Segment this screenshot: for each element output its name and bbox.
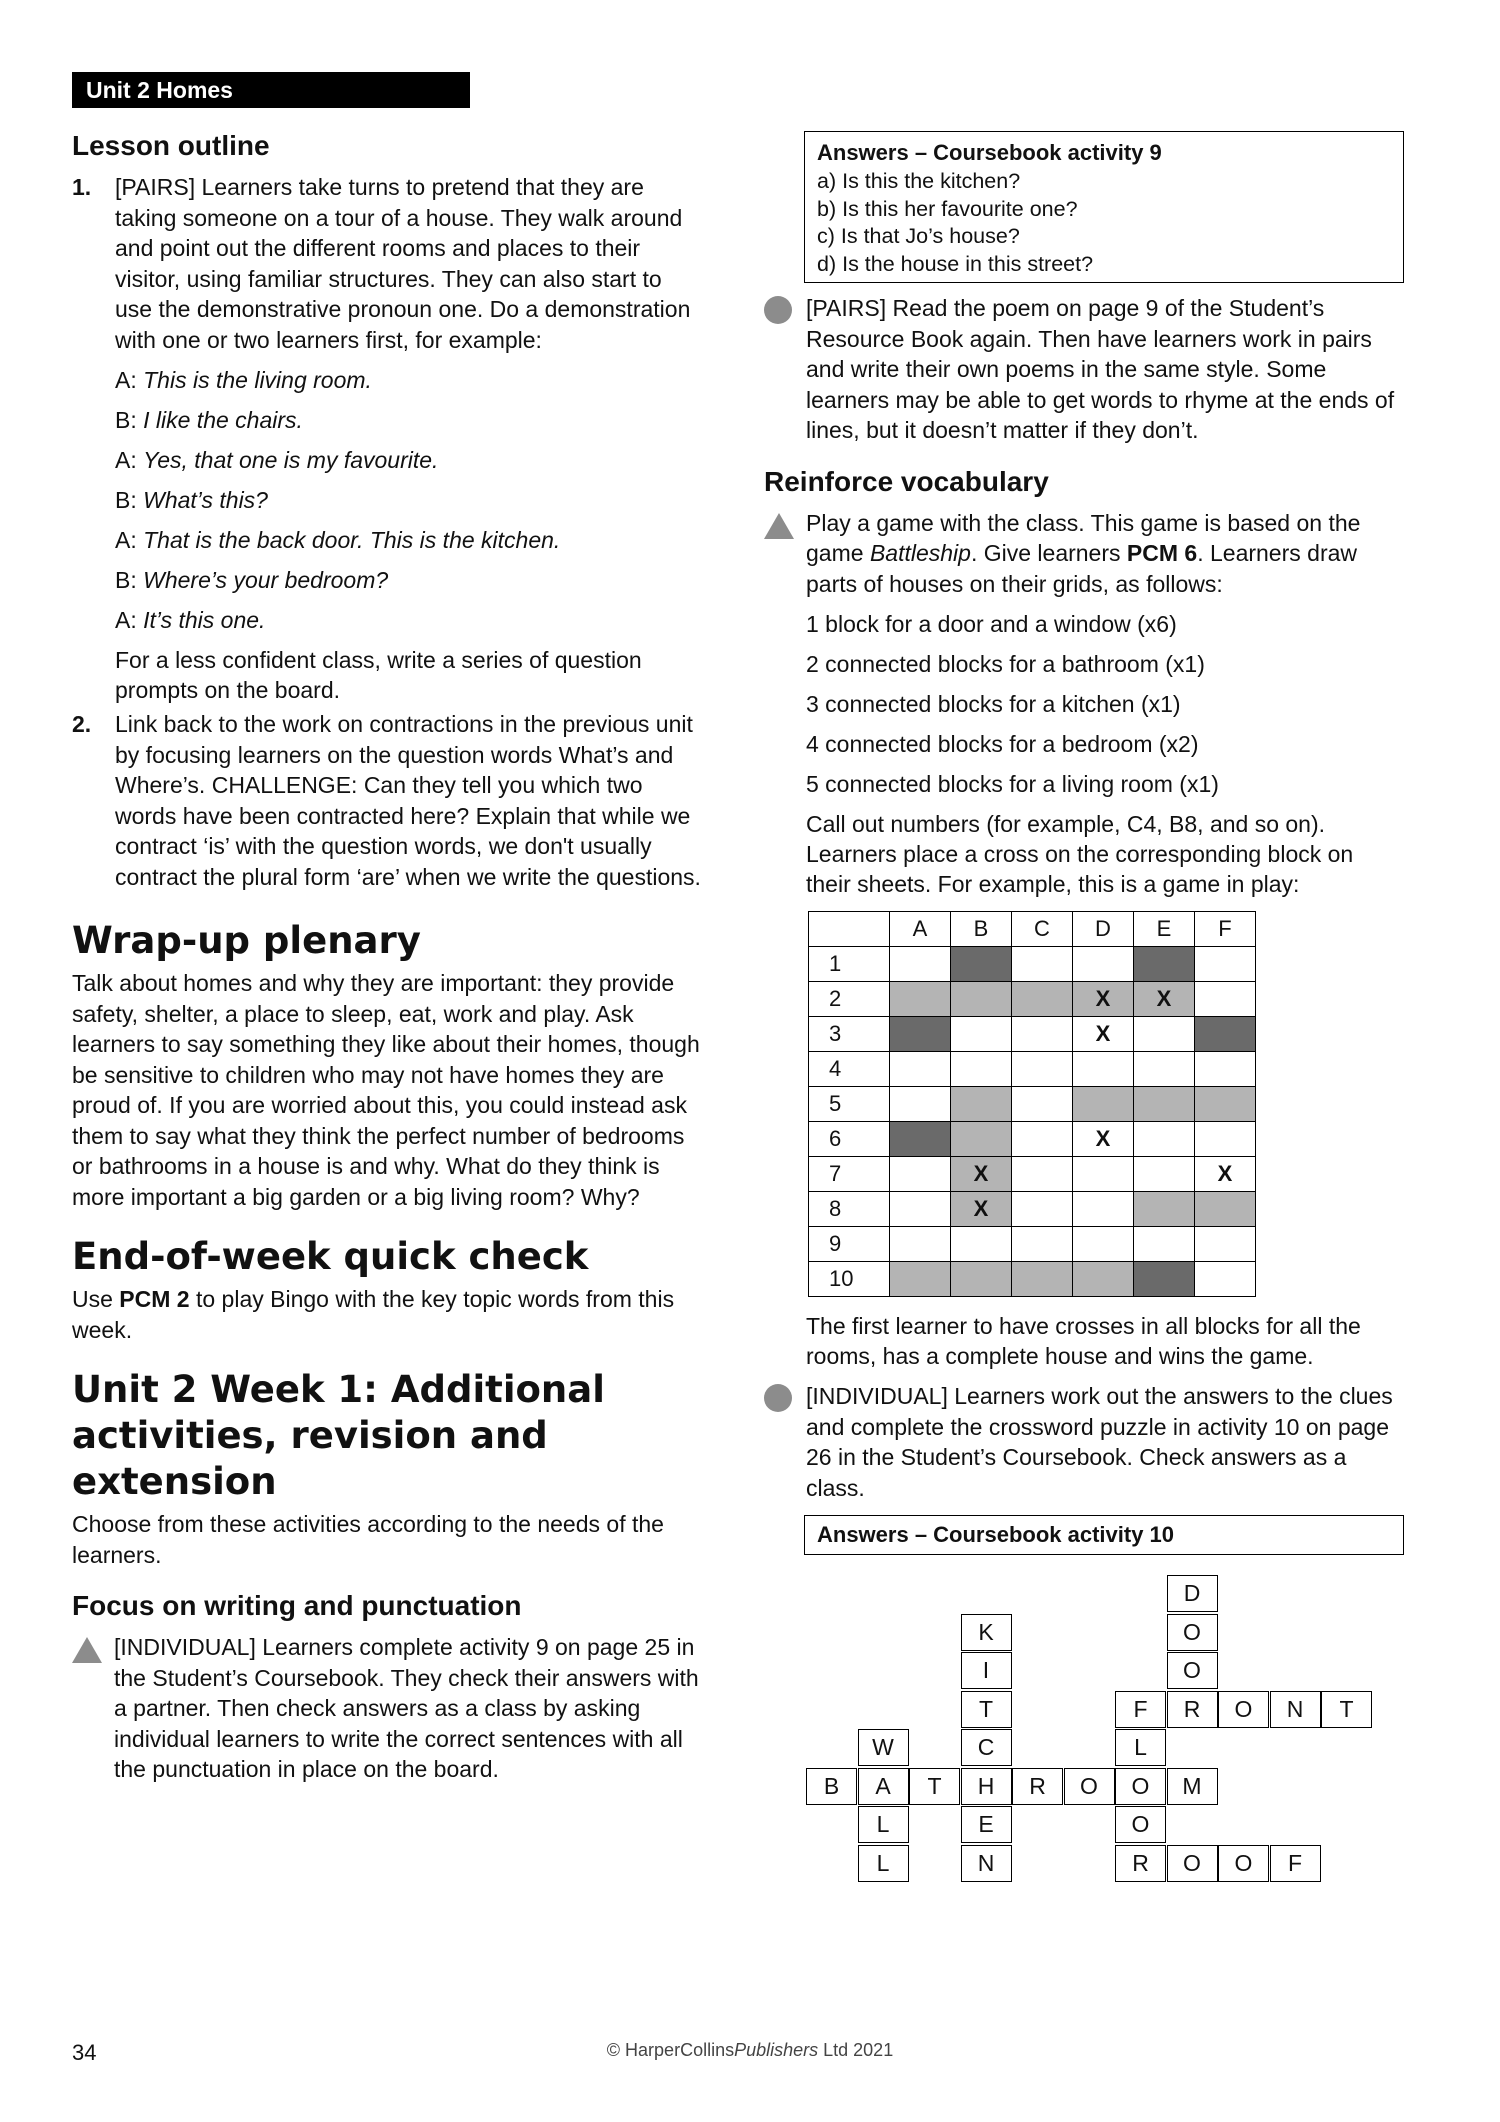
grid-cell: X [1073, 982, 1134, 1017]
grid-cell [890, 1157, 951, 1192]
grid-cell [951, 1122, 1012, 1157]
answers-activity-10-box [804, 1515, 1404, 1555]
answer-line: b) Is this her favourite one? [817, 196, 1078, 221]
grid-cell [951, 1087, 1012, 1122]
crossword-cell: H [961, 1768, 1012, 1805]
block-list-item: 2 connected blocks for a bathroom (x1) [806, 651, 1205, 677]
dialogue-line: B: Where’s your bedroom? [115, 567, 389, 593]
grid-row-header: 8 [809, 1192, 890, 1227]
crossword-cell: R [1167, 1691, 1218, 1728]
grid-cell: X [951, 1157, 1012, 1192]
grid-cell [1073, 1262, 1134, 1297]
crossword-cell: O [1167, 1652, 1218, 1689]
circle-icon [764, 296, 792, 324]
outline-item-2 [72, 709, 702, 892]
grid-cell [1073, 1227, 1134, 1262]
grid-cell [1195, 1052, 1256, 1087]
dialogue-example [72, 365, 702, 635]
grid-cell [1195, 1227, 1256, 1262]
grid-cell [1134, 1262, 1195, 1297]
battleship-activity: Play a game with the class. This game is based on the game Battleship. Give learners PCM 6. Learners draw parts of houses on their grids, as follows: [764, 508, 1404, 600]
crossword-cell: O [1064, 1768, 1115, 1805]
circle-icon [764, 1384, 792, 1412]
grid-cell [1195, 982, 1256, 1017]
copyright-notice: © HarperCollinsPublishers Ltd 2021 [606, 2040, 894, 2060]
grid-cell [890, 982, 951, 1017]
grid-cell [1073, 1192, 1134, 1227]
focus-writing-text: [INDIVIDUAL] Learners complete activity 9 on page 25 in the Student’s Coursebook. They check their answers with a partner. Then check answers as a class by asking individual learners to write the correct sentences with all the punctuation in place on the board. [114, 1634, 699, 1782]
grid-cell [951, 1227, 1012, 1262]
dialogue-line: A: It’s this one. [115, 607, 266, 633]
grid-cell [1012, 982, 1073, 1017]
grid-row-header: 3 [809, 1017, 890, 1052]
grid-column-header: F [1195, 912, 1256, 947]
right-column [764, 131, 1404, 1897]
crossword-cell: O [1218, 1691, 1269, 1728]
additional-heading: Unit 2 Week 1: Additional activities, revision and extension [72, 1368, 605, 1503]
grid-cell [1195, 1192, 1256, 1227]
outline-item-1-text: [PAIRS] Learners take turns to pretend that they are taking someone on a tour of a house. They walk around and point out the different rooms and places to their visitor, using familiar structures. They can also start to use the demonstrative pronoun one. Do a demonstration with one or two learners first, for example: [115, 174, 691, 353]
grid-cell [1195, 1262, 1256, 1297]
additional-intro: Choose from these activities according to the needs of the learners. [72, 1511, 664, 1568]
grid-column-header: C [1012, 912, 1073, 947]
crossword-cell: N [961, 1845, 1012, 1882]
grid-cell [951, 1052, 1012, 1087]
outline-item-1 [72, 172, 702, 355]
crossword-cell: M [1167, 1768, 1218, 1805]
crossword-cell: A [858, 1768, 909, 1805]
crossword-cell: L [858, 1806, 909, 1843]
crossword-cell: O [1115, 1768, 1166, 1805]
dialogue-line: A: This is the living room. [115, 367, 372, 393]
outline-item-1-note: For a less confident class, write a series of question prompts on the board. [115, 647, 642, 703]
crossword-cell: N [1270, 1691, 1321, 1728]
grid-cell: X [951, 1192, 1012, 1227]
block-list [764, 609, 1404, 799]
grid-cell [1012, 1122, 1073, 1157]
item-number: 1. [72, 174, 92, 200]
grid-cell [890, 1052, 951, 1087]
grid-cell [1134, 1157, 1195, 1192]
grid-cell: X [1195, 1157, 1256, 1192]
grid-cell [951, 947, 1012, 982]
grid-row-header: 5 [809, 1087, 890, 1122]
crossword-cell: O [1115, 1806, 1166, 1843]
crossword-cell: T [961, 1691, 1012, 1728]
grid-cell [1195, 1122, 1256, 1157]
grid-cell [1012, 1157, 1073, 1192]
crossword-cell: L [1115, 1729, 1166, 1766]
unit-header-bar [72, 72, 470, 108]
crossword-answer-grid [806, 1567, 1366, 1897]
answers-9-lines [817, 168, 1391, 278]
grid-column-header: B [951, 912, 1012, 947]
wrap-up-heading: Wrap-up plenary [72, 919, 421, 962]
grid-cell [1134, 1122, 1195, 1157]
quick-check-heading: End-of-week quick check [72, 1235, 589, 1278]
grid-row-header: 9 [809, 1227, 890, 1262]
lesson-outline-heading: Lesson outline [72, 130, 270, 161]
grid-cell [1195, 1087, 1256, 1122]
grid-cell [1012, 1087, 1073, 1122]
reinforce-heading: Reinforce vocabulary [764, 465, 1049, 497]
grid-cell [1134, 1227, 1195, 1262]
crossword-cell: R [1012, 1768, 1063, 1805]
grid-cell [1073, 1157, 1134, 1192]
crossword-cell: C [961, 1729, 1012, 1766]
grid-row-header: 10 [809, 1262, 890, 1297]
dialogue-line: B: I like the chairs. [115, 407, 303, 433]
grid-row-header: 1 [809, 947, 890, 982]
dialogue-line: B: What’s this? [115, 487, 268, 513]
dialogue-line: A: Yes, that one is my favourite. [115, 447, 439, 473]
crossword-cell: I [961, 1652, 1012, 1689]
block-list-item: 5 connected blocks for a living room (x1) [806, 771, 1219, 797]
grid-cell [951, 1262, 1012, 1297]
page-number: 34 [72, 2040, 97, 2065]
item-number: 2. [72, 711, 92, 737]
unit-label: Unit 2 Homes [86, 77, 233, 103]
crossword-cell: D [1167, 1575, 1218, 1612]
battleship-grid [808, 911, 1256, 1297]
grid-cell [890, 1017, 951, 1052]
answer-line: c) Is that Jo’s house? [817, 224, 1020, 248]
crossword-cell: T [909, 1768, 960, 1805]
grid-corner [809, 912, 890, 947]
grid-cell [1073, 1052, 1134, 1087]
crossword-cell: O [1218, 1845, 1269, 1882]
left-column [72, 128, 702, 1785]
grid-cell [1134, 1017, 1195, 1052]
grid-cell [890, 1192, 951, 1227]
outline-item-2-text: Link back to the work on contractions in the previous unit by focusing learners on the question words What’s and Where’s. CHALLENGE: Can they tell you which two words have been contracted here? Explain that while we contract ‘is’ with the question words, we don't usually contract the plural form ‘are’ when we write the questions. [115, 711, 701, 890]
focus-writing-activity [72, 1632, 702, 1785]
callout-text: Call out numbers (for example, C4, B8, and so on). Learners place a cross on the corresponding block on their sheets. For example, this is a game in play: [806, 811, 1354, 897]
crossword-cell: W [858, 1729, 909, 1766]
crossword-cell: B [806, 1768, 857, 1805]
grid-cell [1134, 1192, 1195, 1227]
grid-cell [1195, 1017, 1256, 1052]
winner-text: The first learner to have crosses in all blocks for all the rooms, has a complete house and wins the game. [806, 1313, 1361, 1369]
grid-cell [1134, 1087, 1195, 1122]
grid-cell [1073, 1087, 1134, 1122]
crossword-cell: O [1167, 1845, 1218, 1882]
focus-writing-heading: Focus on writing and punctuation [72, 1590, 522, 1621]
grid-row-header: 7 [809, 1157, 890, 1192]
triangle-icon [72, 1637, 102, 1663]
poem-activity-text: [PAIRS] Read the poem on page 9 of the Student’s Resource Book again. Then have learners work in pairs and write their own poems in the same style. Some learners may be able to get words to rhyme at the ends of lines, but it doesn’t matter if they don’t. [806, 295, 1395, 443]
crossword-cell: F [1270, 1845, 1321, 1882]
answers-9-title: Answers – Coursebook activity 9 [817, 140, 1162, 165]
crossword-cell: R [1115, 1845, 1166, 1882]
grid-cell [1012, 1017, 1073, 1052]
pcm2-ref: PCM 2 [119, 1286, 190, 1312]
crossword-cell: O [1167, 1614, 1218, 1651]
crossword-cell: T [1321, 1691, 1372, 1728]
grid-cell [1134, 947, 1195, 982]
crossword-cell: L [858, 1845, 909, 1882]
grid-cell [1012, 1052, 1073, 1087]
crossword-cell: K [961, 1614, 1012, 1651]
grid-cell [1012, 947, 1073, 982]
crossword-cell: F [1115, 1691, 1166, 1728]
battleship-title: Battleship [869, 540, 971, 566]
grid-cell [890, 1087, 951, 1122]
answer-line: a) Is this the kitchen? [817, 169, 1021, 193]
grid-row-header: 4 [809, 1052, 890, 1087]
grid-cell [951, 1017, 1012, 1052]
poem-activity [764, 293, 1404, 446]
grid-cell [1012, 1192, 1073, 1227]
grid-cell [1073, 947, 1134, 982]
grid-row-header: 2 [809, 982, 890, 1017]
pcm6-ref: PCM 6 [1126, 540, 1198, 566]
answer-line: d) Is the house in this street? [817, 251, 1094, 276]
grid-column-header: D [1073, 912, 1134, 947]
wrap-up-text: Talk about homes and why they are important: they provide safety, shelter, a place to sleep, eat, work and play. Ask learners to say something they like about their homes, though be sensitive to children who may not have homes they are proud of. If you are worried about this, you could instead ask them to say what they think the perfect number of bedrooms or bathrooms in a house is and why. What do they think is more important a big garden or a big living room? Why? [72, 970, 700, 1210]
grid-cell [1134, 1052, 1195, 1087]
grid-column-header: A [890, 912, 951, 947]
grid-cell: X [1073, 1122, 1134, 1157]
block-list-item: 1 block for a door and a window (x6) [806, 611, 1177, 637]
grid-cell [890, 1262, 951, 1297]
answers-10-title: Answers – Coursebook activity 10 [817, 1522, 1175, 1547]
crossword-activity-text: [INDIVIDUAL] Learners work out the answers to the clues and complete the crossword puzzle in activity 10 on page 26 in the Student’s Coursebook. Check answers as a class. [806, 1383, 1393, 1501]
dialogue-line: A: That is the back door. This is the kitchen. [115, 527, 561, 553]
grid-column-header: E [1134, 912, 1195, 947]
grid-cell [890, 1227, 951, 1262]
triangle-icon [764, 513, 794, 539]
quick-check-text: Use PCM 2 to play Bingo with the key topic words from this week. [72, 1286, 675, 1343]
grid-cell: X [1134, 982, 1195, 1017]
crossword-activity [764, 1381, 1404, 1503]
block-list-item: 4 connected blocks for a bedroom (x2) [806, 731, 1199, 757]
grid-cell [890, 1122, 951, 1157]
block-list-item: 3 connected blocks for a kitchen (x1) [806, 691, 1181, 717]
grid-row-header: 6 [809, 1122, 890, 1157]
grid-cell [1012, 1262, 1073, 1297]
grid-cell [951, 982, 1012, 1017]
grid-cell [1195, 947, 1256, 982]
grid-cell [1012, 1227, 1073, 1262]
grid-cell [890, 947, 951, 982]
answers-activity-9-box [804, 131, 1404, 283]
grid-cell: X [1073, 1017, 1134, 1052]
crossword-cell: E [961, 1806, 1012, 1843]
